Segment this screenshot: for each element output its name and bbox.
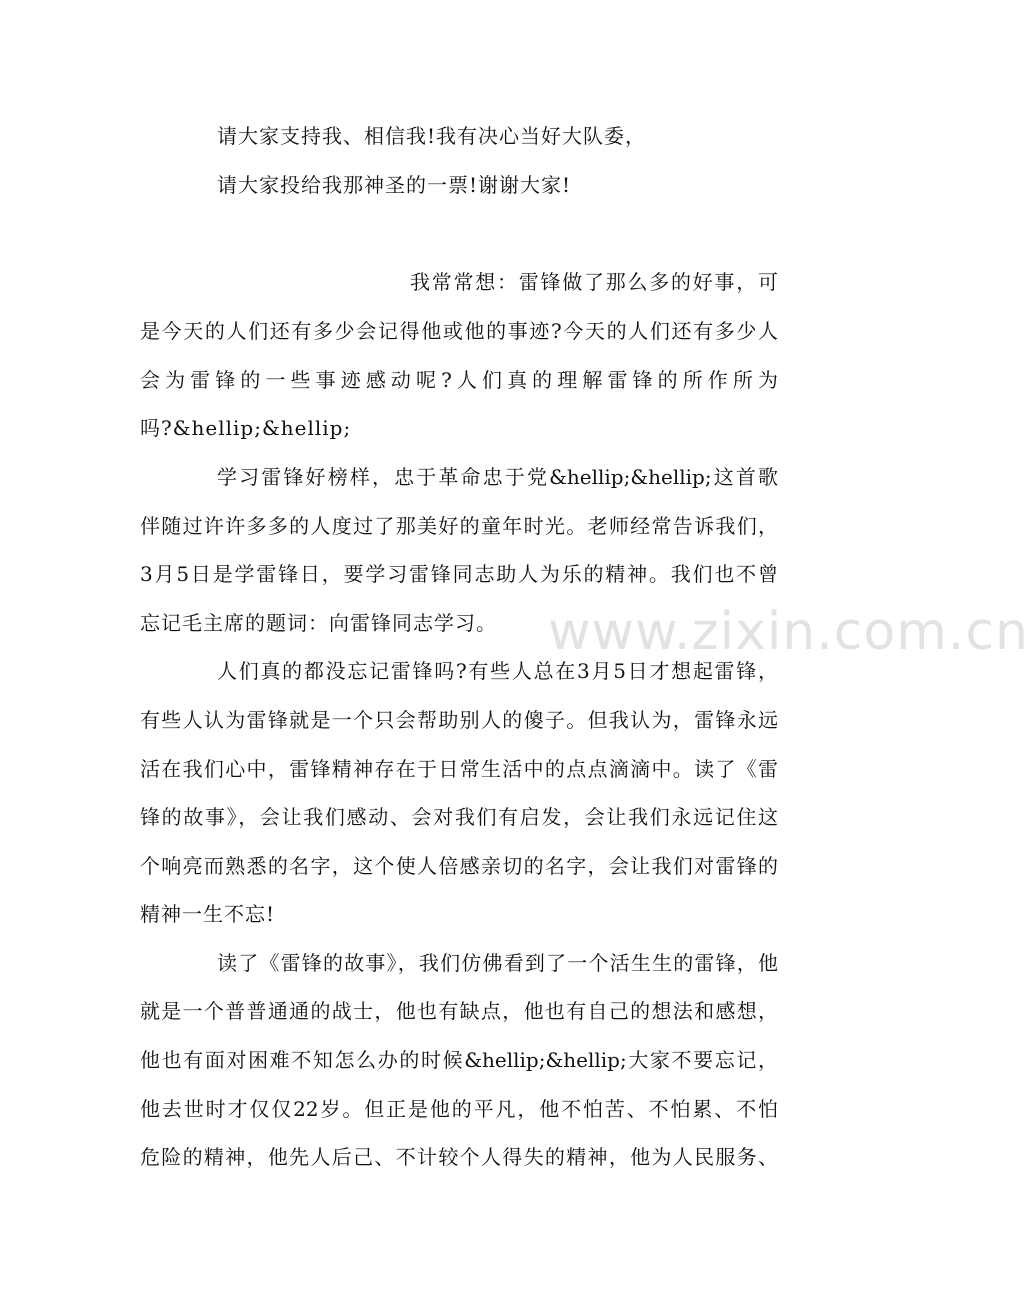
para3-line-2: 有些人认为雷锋就是一个只会帮助别人的傻子。但我认为，雷锋永远 [140, 708, 778, 732]
para3-line-5: 个响亮而熟悉的名字，这个使人倍感亲切的名字，会让我们对雷锋的 [140, 854, 778, 878]
para1-line-3: 会为雷锋的一些事迹感动呢?人们真的理解雷锋的所作所为 [140, 368, 778, 392]
para4-line-5: 危险的精神，他先人后己、不计较个人得失的精神，他为人民服务、 [140, 1145, 778, 1169]
para1-line-1: 我常常想：雷锋做了那么多的好事，可 [410, 270, 778, 294]
para4-line-1: 读了《雷锋的故事》，我们仿佛看到了一个活生生的雷锋，他 [217, 951, 778, 975]
para1-line-4: 吗?&hellip;&hellip; [140, 416, 352, 440]
intro-line-2: 请大家投给我那神圣的一票!谢谢大家! [217, 173, 572, 197]
para3-line-1: 人们真的都没忘记雷锋吗?有些人总在3月5日才想起雷锋， [217, 659, 778, 683]
para4-line-2: 就是一个普普通通的战士，他也有缺点，他也有自己的想法和感想， [140, 999, 778, 1023]
para4-line-4: 他去世时才仅仅22岁。但正是他的平凡，他不怕苦、不怕累、不怕 [140, 1097, 778, 1121]
para1-line-2: 是今天的人们还有多少会记得他或他的事迹?今天的人们还有多少人 [140, 319, 778, 343]
intro-line-1: 请大家支持我、相信我!我有决心当好大队委， [217, 124, 647, 148]
para2-line-4: 忘记毛主席的题词：向雷锋同志学习。 [140, 611, 497, 635]
para2-line-2: 伴随过许许多多的人度过了那美好的童年时光。老师经常告诉我们， [140, 514, 778, 538]
para3-line-4: 锋的故事》，会让我们感动、会对我们有启发，会让我们永远记住这 [140, 805, 778, 829]
para4-line-3: 他也有面对困难不知怎么办的时候&hellip;&hellip;大家不要忘记， [140, 1048, 778, 1072]
para2-line-1: 学习雷锋好榜样，忠于革命忠于党&hellip;&hellip;这首歌 [217, 465, 778, 489]
para3-line-3: 活在我们心中，雷锋精神存在于日常生活中的点点滴滴中。读了《雷 [140, 757, 778, 781]
para3-line-6: 精神一生不忘! [140, 902, 276, 926]
watermark: www.zixin.com.cn [548, 602, 1029, 662]
para2-line-3: 3月5日是学雷锋日，要学习雷锋同志助人为乐的精神。我们也不曾 [140, 562, 778, 586]
